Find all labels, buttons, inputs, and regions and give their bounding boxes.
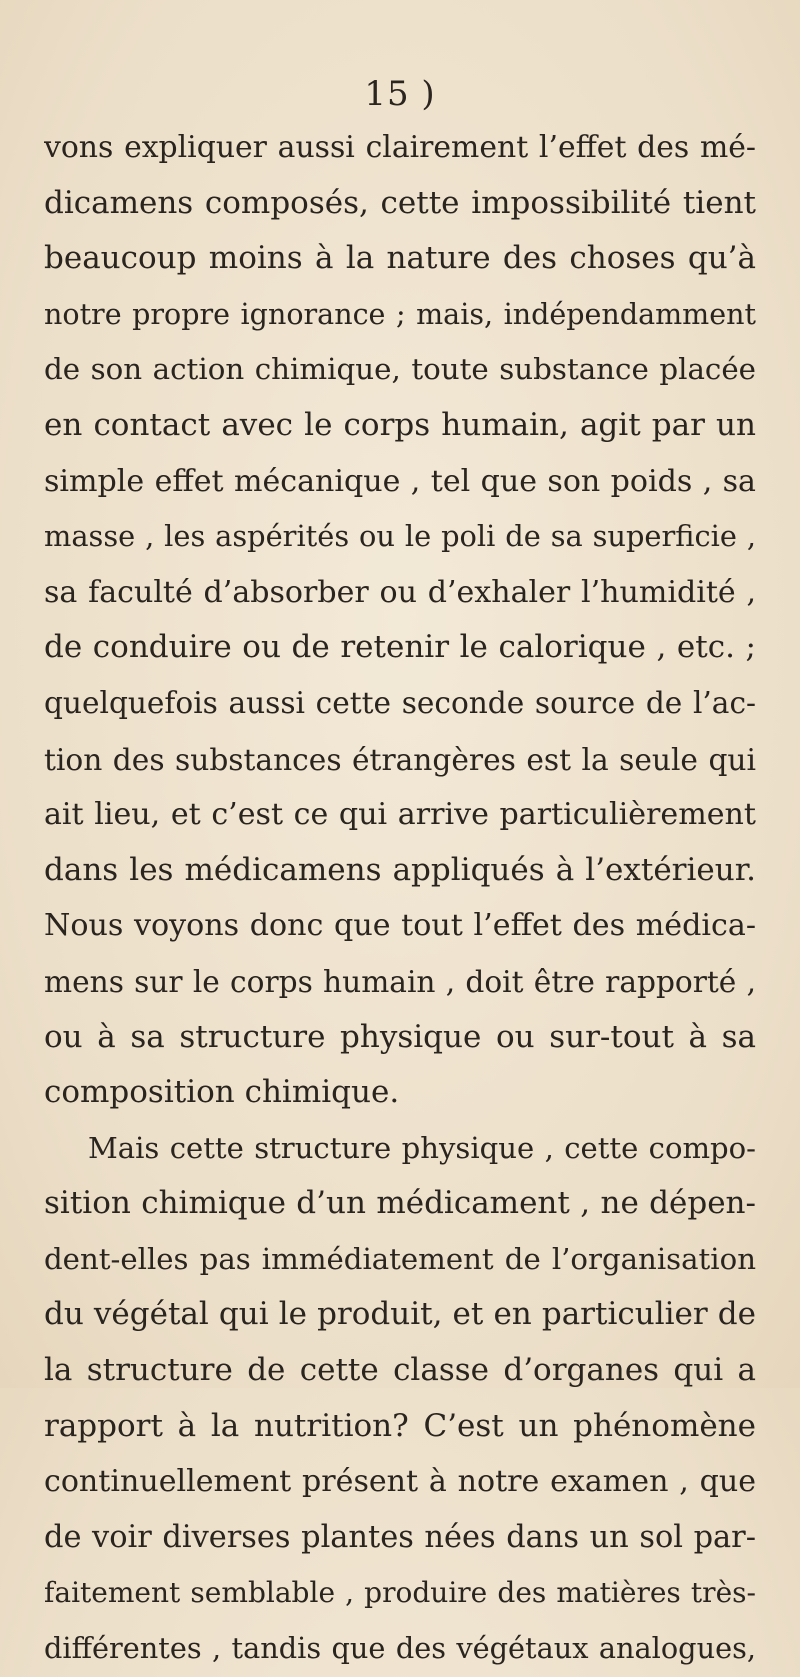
text-line: sition chimique d’un médicament , ne dépen- <box>44 1185 756 1222</box>
text-line: simple effet mécanique , tel que son poids , sa <box>44 463 756 499</box>
text-line: dicamens composés, cette impossibilité tient <box>44 184 756 221</box>
body-text <box>44 120 756 1677</box>
text-line: beaucoup moins à la nature des choses qu’à <box>44 240 756 277</box>
text-line: dent-elles pas immédiatement de l’organisation <box>44 1241 756 1276</box>
page-number: 15 ) <box>364 74 436 114</box>
text-line: de voir diverses plantes nées dans un sol par- <box>44 1519 756 1555</box>
text-line: continuellement présent à notre examen , que <box>44 1464 756 1500</box>
text-line: de son action chimique, toute substance placée <box>44 352 756 387</box>
text-line: la structure de cette classe d’organes qui a <box>44 1352 756 1389</box>
text-line: faitement semblable , produire des matières très- <box>44 1576 756 1610</box>
text-line: masse , les aspérités ou le poli de sa superficie , <box>44 519 756 554</box>
text-line: en contact avec le corps humain, agit par un <box>44 406 756 443</box>
text-line: mens sur le corps humain , doit être rapporté , <box>44 963 756 999</box>
text-line: dans les médicamens appliqués à l’extérieur. <box>44 851 756 888</box>
text-line: rapport à la nutrition? C’est un phénomène <box>44 1407 756 1444</box>
text-line: vons expliquer aussi clairement l’effet des mé- <box>44 130 756 165</box>
text-line: quelquefois aussi cette seconde source de l’ac- <box>44 685 756 720</box>
text-line: différentes , tandis que des végétaux analogues, <box>44 1631 756 1666</box>
text-line: sa faculté d’absorber ou d’exhaler l’humidité , <box>44 574 756 610</box>
text-line: ou à sa structure physique ou sur-tout à sa <box>44 1018 756 1055</box>
text-line-paragraph-start: Mais cette structure physique , cette compo- <box>88 1130 756 1165</box>
text-line: ait lieu, et c’est ce qui arrive particulièrement <box>44 797 756 833</box>
text-line: tion des substances étrangères est la seule qui <box>44 741 756 777</box>
text-line: de conduire ou de retenir le calorique , etc. ; <box>44 629 756 666</box>
text-line: notre propre ignorance ; mais, indépendamment <box>44 296 756 331</box>
text-line-paragraph-end: composition chimique. <box>44 1074 400 1111</box>
text-line: Nous voyons donc que tout l’effet des médica- <box>44 908 756 944</box>
text-line: du végétal qui le produit, et en particulier de <box>44 1296 756 1333</box>
